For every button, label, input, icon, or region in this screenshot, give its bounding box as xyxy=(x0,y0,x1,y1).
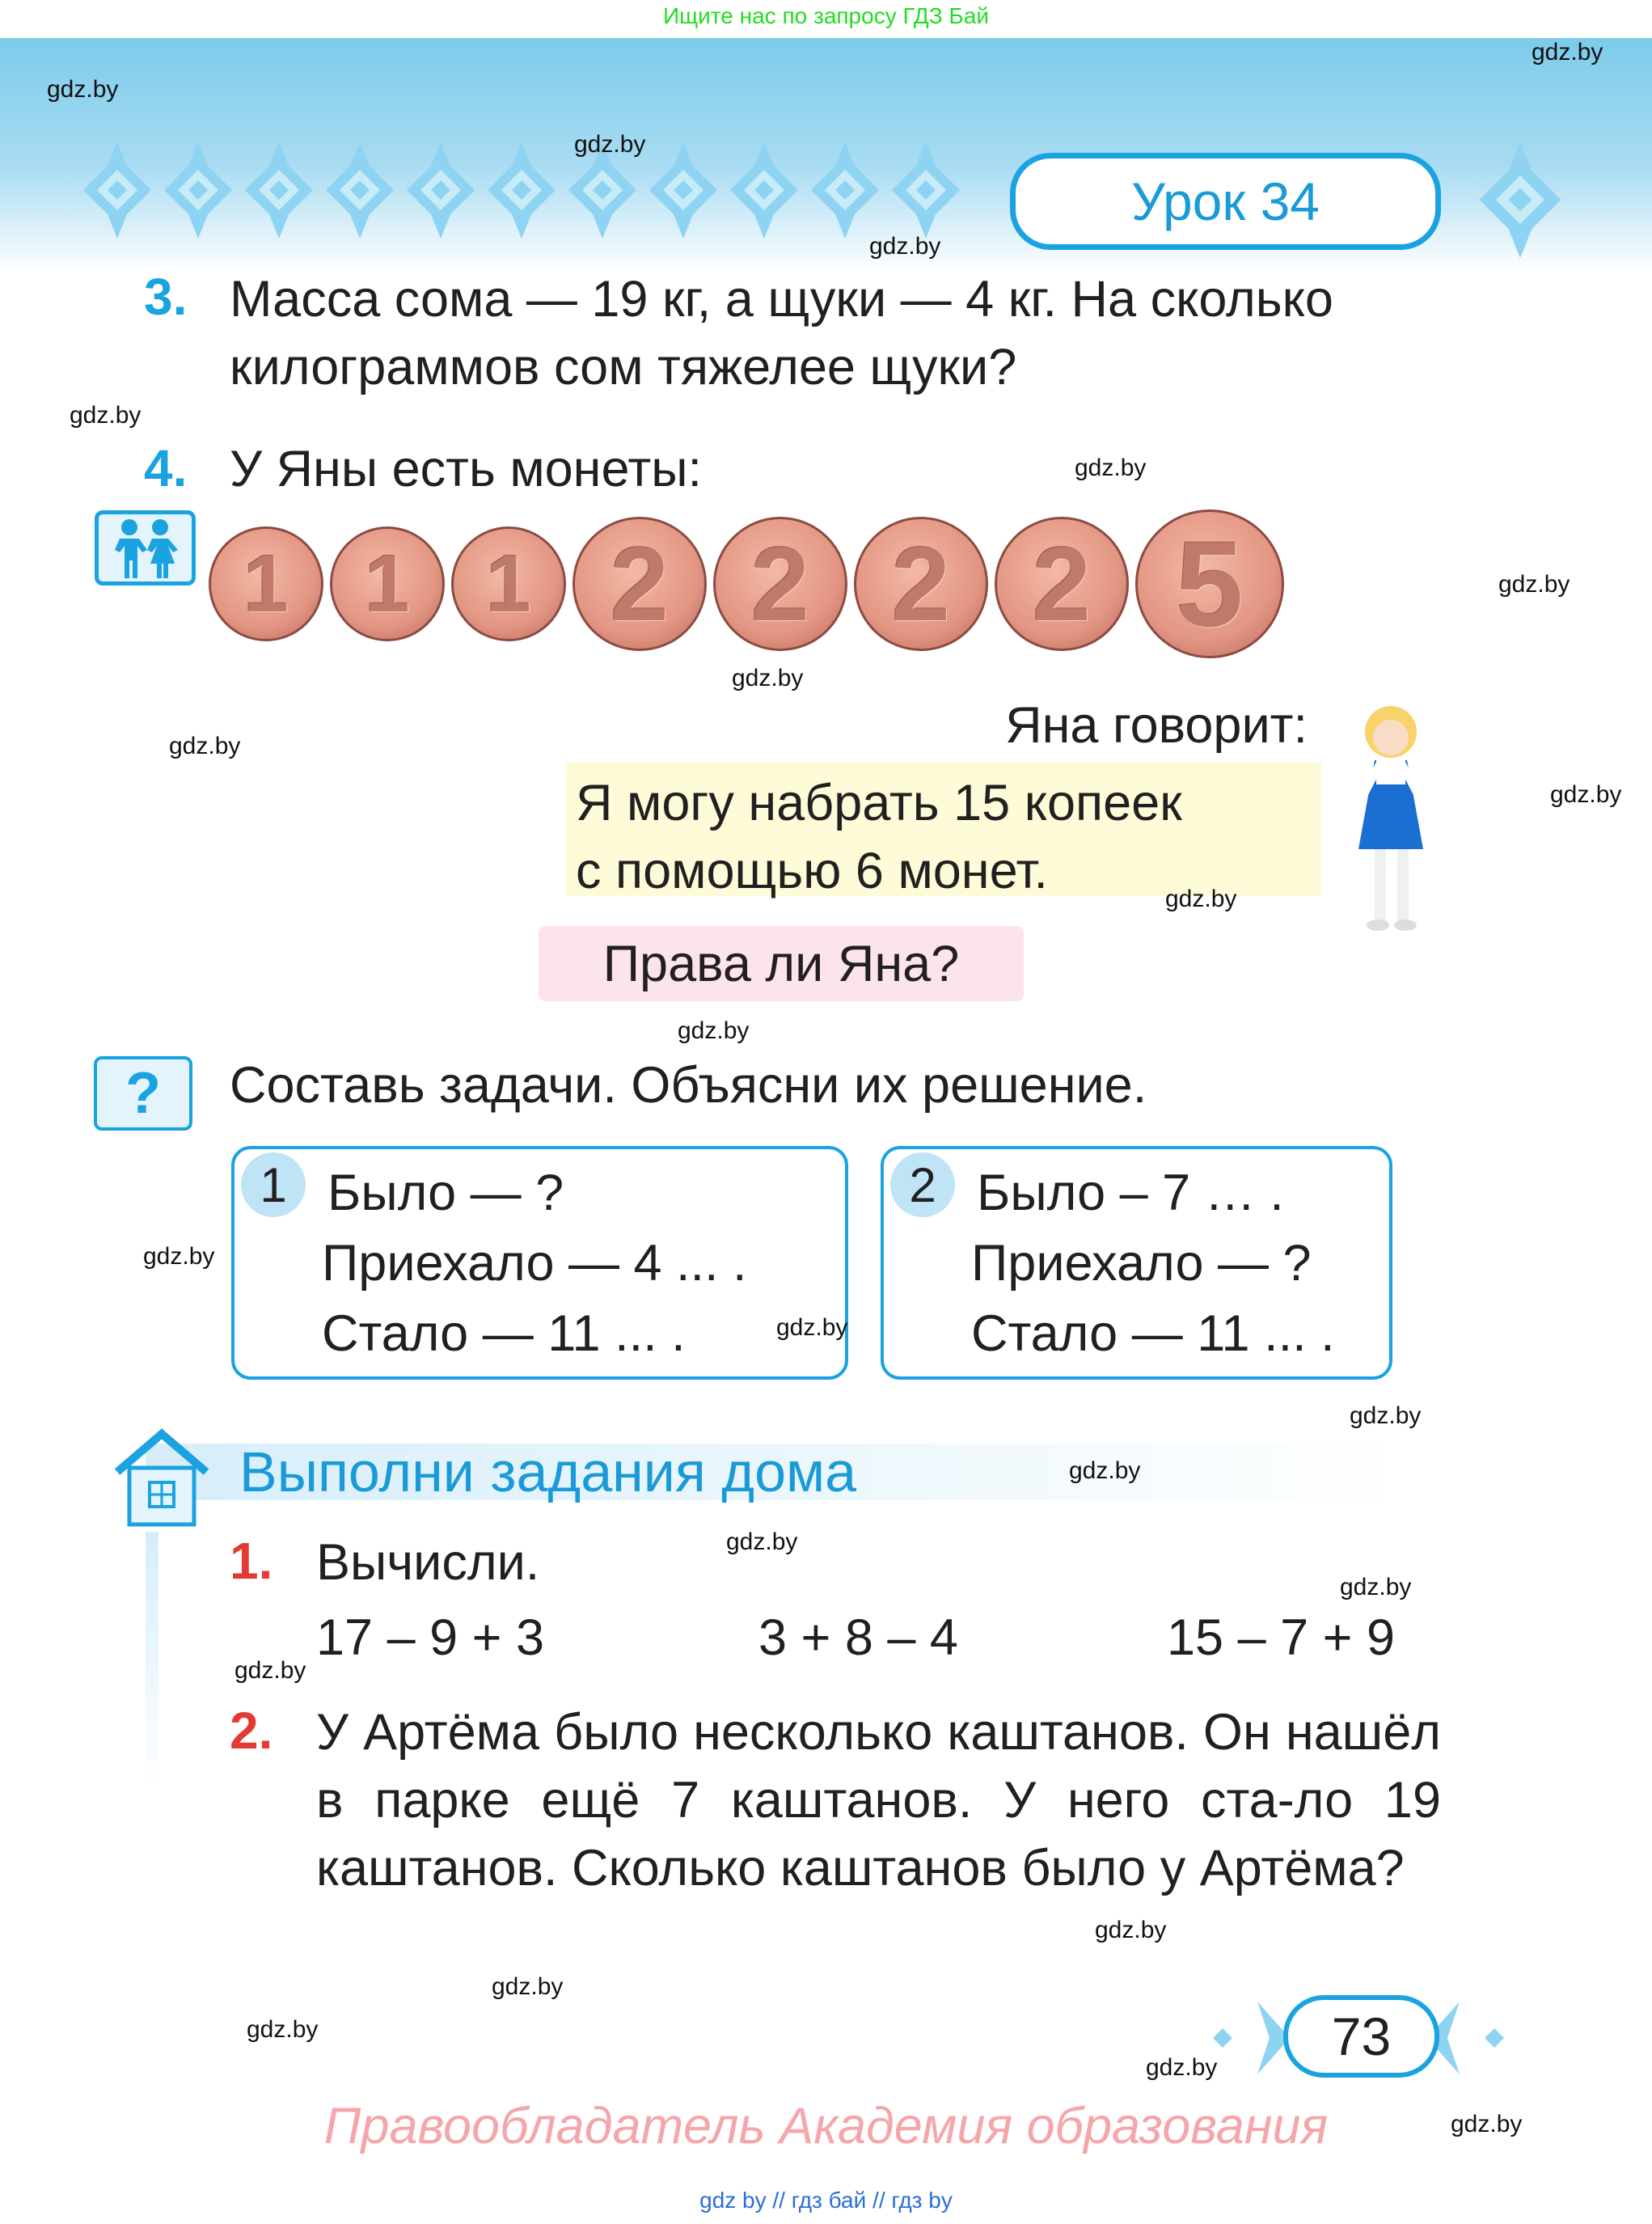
watermark: gdz.by xyxy=(1146,2054,1218,2081)
quote-line: с помощью 6 монет. xyxy=(576,843,1048,899)
copyright: Правообладатель Академия образования xyxy=(323,2098,1329,2154)
expression: 15 – 7 + 9 xyxy=(1167,1609,1395,1666)
box-line: Стало — 11 ... . xyxy=(322,1305,686,1362)
coin-2-kopek: 2 xyxy=(713,517,847,651)
quote-line: Я могу набрать 15 копеек xyxy=(576,775,1182,831)
watermark: gdz.by xyxy=(1350,1402,1422,1429)
coin-1-kopek: 1 xyxy=(330,526,445,641)
coin-5-kopek: 5 xyxy=(1135,509,1284,658)
lesson-title: Урок 34 xyxy=(1010,153,1441,250)
watermark: gdz.by xyxy=(1165,886,1237,912)
watermark: gdz.by xyxy=(678,1017,750,1044)
coin-1-kopek: 1 xyxy=(209,526,323,641)
coin-2-kopek: 2 xyxy=(995,517,1129,651)
box-number: 1 xyxy=(241,1152,306,1217)
pair-work-icon xyxy=(95,510,196,586)
watermark: gdz.by xyxy=(776,1314,848,1341)
watermark: gdz.by xyxy=(574,131,646,158)
problem-box-2 xyxy=(881,1146,1392,1380)
coin-2-kopek: 2 xyxy=(854,517,988,651)
coin-2-kopek: 2 xyxy=(572,517,707,651)
ornament-motif xyxy=(400,142,481,239)
watermark: gdz.by xyxy=(1498,571,1570,598)
page-number: 73 xyxy=(1283,1995,1439,2078)
watermark: gdz.by xyxy=(1095,1917,1167,1943)
footer-links: gdz by // гдз бай // гдз by xyxy=(699,2188,953,2213)
homework1-text: Вычисли. xyxy=(316,1534,540,1591)
ornament-right xyxy=(1472,142,1569,239)
question-icon: ? xyxy=(94,1056,192,1131)
ornament-motif xyxy=(239,142,319,239)
watermark: gdz.by xyxy=(234,1657,306,1684)
question-box: Права ли Яна? xyxy=(539,926,1024,1001)
task-number: 3. xyxy=(144,268,188,326)
ornament-strip xyxy=(77,142,966,239)
ornament-motif xyxy=(481,142,562,239)
task-number: 1. xyxy=(230,1532,273,1590)
ornament-motif xyxy=(158,142,239,239)
expression: 17 – 9 + 3 xyxy=(316,1609,544,1666)
task3-line: килограммов сом тяжелее щуки? xyxy=(230,339,1017,395)
watermark: gdz.by xyxy=(869,233,941,260)
box-line: Было – 7 … . xyxy=(977,1165,1284,1221)
task-number: 4. xyxy=(144,439,188,497)
task3-line: Масса сома — 19 кг, а щуки — 4 кг. На сколько xyxy=(230,271,1333,328)
ornament-motif xyxy=(643,142,724,239)
watermark: gdz.by xyxy=(169,733,241,759)
box-line: Приехало — 4 ... . xyxy=(322,1235,747,1292)
watermark: gdz.by xyxy=(1075,455,1147,481)
ornament-motif xyxy=(724,142,805,239)
watermark: gdz.by xyxy=(70,402,142,429)
watermark: gdz.by xyxy=(1340,1574,1412,1600)
coins-row xyxy=(209,509,1284,658)
expression: 3 + 8 – 4 xyxy=(758,1609,958,1666)
watermark: gdz.by xyxy=(1532,39,1603,66)
ornament-motif xyxy=(805,142,885,239)
watermark: gdz.by xyxy=(1550,781,1622,808)
watermark: gdz.by xyxy=(726,1528,798,1555)
box-line: Стало — 11 ... . xyxy=(971,1305,1335,1362)
search-hint: Ищите нас по запросу ГДЗ Бай xyxy=(662,3,990,28)
ornament-motif xyxy=(77,142,158,239)
task4-text: У Яны есть монеты: xyxy=(230,441,703,497)
coin-1-kopek: 1 xyxy=(451,526,566,641)
task-number: 2. xyxy=(230,1702,273,1760)
homework-line xyxy=(146,1532,158,1791)
box-line: Было — ? xyxy=(327,1165,564,1221)
watermark: gdz.by xyxy=(492,1973,564,2000)
homework-title: Выполни задания дома xyxy=(239,1440,857,1503)
watermark: gdz.by xyxy=(247,2016,319,2043)
compose-text: Составь задачи. Объясни их решение. xyxy=(230,1057,1147,1114)
girl-illustration xyxy=(1326,696,1460,936)
watermark: gdz.by xyxy=(1069,1457,1141,1484)
watermark: gdz.by xyxy=(1451,2111,1523,2137)
problem-box-1 xyxy=(231,1146,848,1380)
box-number: 2 xyxy=(890,1152,955,1217)
house-icon xyxy=(109,1427,214,1533)
watermark: gdz.by xyxy=(143,1243,215,1270)
watermark: gdz.by xyxy=(732,665,804,691)
box-line: Приехало — ? xyxy=(971,1235,1312,1292)
watermark: gdz.by xyxy=(47,76,119,103)
yana-says: Яна говорит: xyxy=(1005,697,1308,754)
ornament-motif xyxy=(885,142,966,239)
task3-text xyxy=(230,265,1333,401)
ornament-motif xyxy=(319,142,400,239)
homework2-text: У Артёма было несколько каштанов. Он нашёл в парке ещё 7 каштанов. У него ста-ло 19 каштанов. Сколько каштанов было у Артёма? xyxy=(316,1704,1441,1896)
